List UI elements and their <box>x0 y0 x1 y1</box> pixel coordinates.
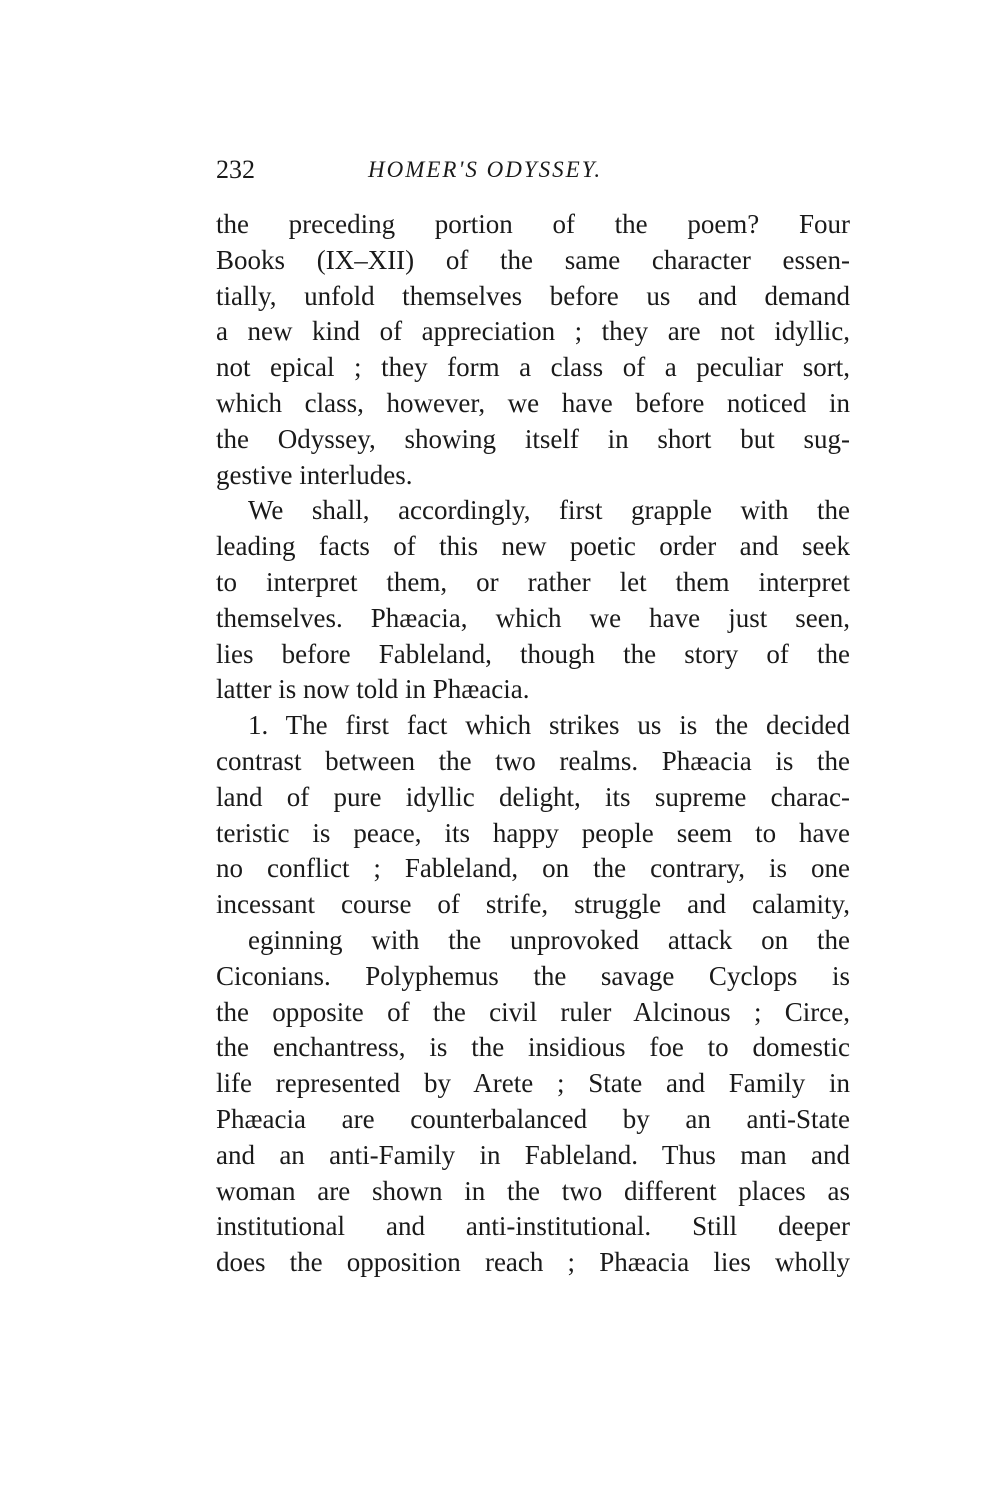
page-number: 232 <box>216 155 255 184</box>
text-line: We shall, accordingly, first grapple with the <box>248 495 850 526</box>
text-line: a new kind of appreciation ; they are not idyllic, <box>216 316 850 347</box>
text-line: Books (IX–XII) of the same character essen- <box>216 244 850 275</box>
text-line: teristic is peace, its happy people seem to have <box>216 817 850 848</box>
text-line: life represented by Arete ; State and Family in <box>216 1068 850 1099</box>
text-line: not epical ; they form a class of a peculiar sort, <box>216 352 850 383</box>
text-line: incessant course of strife, struggle and calamity, <box>216 889 850 920</box>
text-line: the Odyssey, showing itself in short but sug- <box>216 423 850 454</box>
text-line: the opposite of the civil ruler Alcinous ; Circe, <box>216 996 850 1027</box>
text-line: Phæacia are counterbalanced by an anti-State <box>216 1103 850 1134</box>
text-line: does the opposition reach ; Phæacia lies wholly <box>216 1247 850 1278</box>
body-text <box>216 207 850 1281</box>
running-title: HOMER'S ODYSSEY. <box>368 157 603 182</box>
text-line: latter is now told in Phæacia. <box>216 674 530 705</box>
text-line: gestive interludes. <box>216 459 413 490</box>
text-line: and an anti-Family in Fableland. Thus man and <box>216 1139 850 1170</box>
text-line: woman are shown in the two different places as <box>216 1175 850 1206</box>
text-line: themselves. Phæacia, which we have just seen, <box>216 602 850 633</box>
text-line: institutional and anti-institutional. Still deeper <box>216 1211 850 1242</box>
text-line: lies before Fableland, though the story of the <box>216 638 850 669</box>
text-line: no conflict ; Fableland, on the contrary, is one <box>216 853 850 884</box>
text-line: 1. The first fact which strikes us is the decided <box>248 710 850 741</box>
text-line: eginning with the unprovoked attack on the <box>248 924 850 955</box>
running-head <box>216 152 850 192</box>
text-line: tially, unfold themselves before us and demand <box>216 280 850 311</box>
text-line: the enchantress, is the insidious foe to domestic <box>216 1032 850 1063</box>
text-line: which class, however, we have before noticed in <box>216 387 850 418</box>
text-line: the preceding portion of the poem? Four <box>216 209 850 239</box>
text-line: leading facts of this new poetic order and seek <box>216 531 850 562</box>
text-line: contrast between the two realms. Phæacia is the <box>216 745 850 776</box>
text-line: Ciconians. Polyphemus the savage Cyclops is <box>216 960 850 991</box>
text-line: land of pure idyllic delight, its supreme charac- <box>216 781 850 812</box>
text-line: to interpret them, or rather let them interpret <box>216 566 850 597</box>
